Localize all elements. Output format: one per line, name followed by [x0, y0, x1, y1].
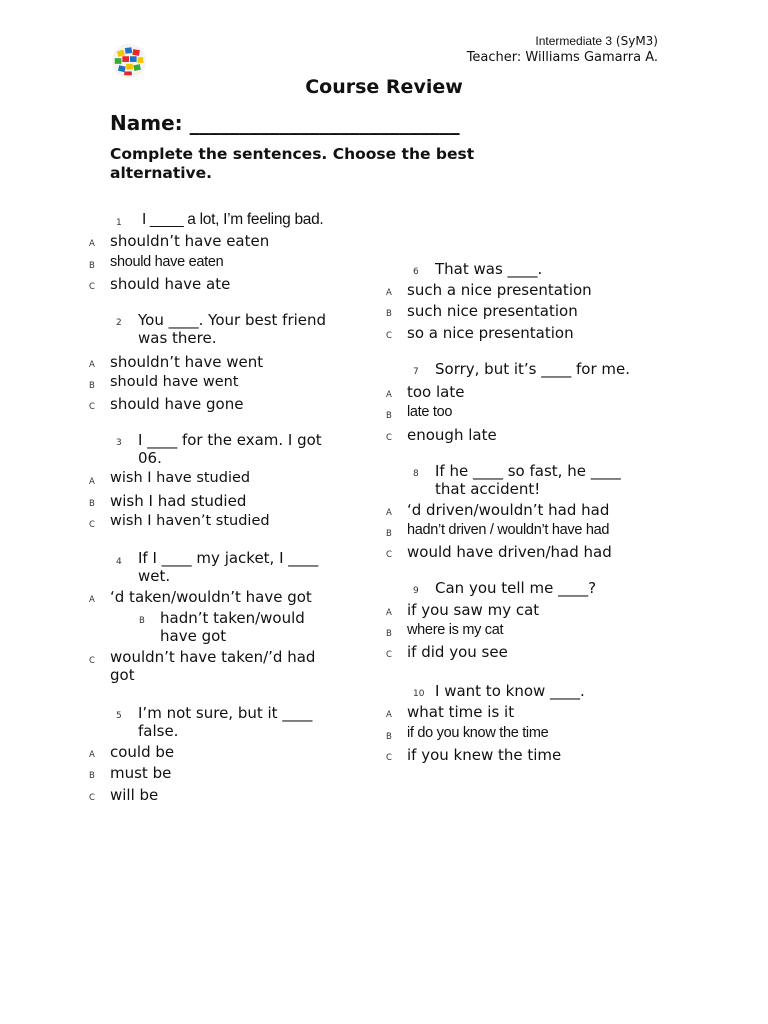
- question-number: 7: [413, 367, 419, 377]
- option-letter: C: [89, 793, 95, 803]
- instructions: Complete the sentences. Choose the best alternative.: [110, 145, 475, 182]
- option-text[interactable]: ‘d driven/wouldn’t had had: [407, 501, 610, 519]
- option-letter: B: [139, 616, 145, 626]
- option-text-line: wouldn’t have taken/’d had: [110, 648, 316, 666]
- option-text[interactable]: should have gone: [110, 395, 244, 413]
- question-number: 8: [413, 469, 419, 479]
- question-number: 4: [116, 557, 122, 567]
- question-text-line: was there.: [138, 329, 217, 347]
- question-text-line: 06.: [138, 449, 162, 467]
- option-text[interactable]: will be: [110, 786, 159, 804]
- option-text[interactable]: wish I haven’t studied: [110, 513, 270, 529]
- option-text[interactable]: too late: [407, 383, 465, 401]
- option-letter: B: [386, 411, 392, 421]
- option-letter: A: [386, 710, 392, 720]
- option-text[interactable]: should have went: [110, 374, 239, 390]
- option-letter: A: [89, 360, 95, 370]
- question-number: 10: [413, 689, 425, 699]
- option-text[interactable]: shouldn’t have eaten: [110, 232, 270, 250]
- option-text[interactable]: [110, 648, 315, 684]
- option-letter: A: [386, 608, 392, 618]
- question-number: 6: [413, 267, 419, 277]
- option-text[interactable]: could be: [110, 743, 175, 761]
- option-text[interactable]: should have ate: [110, 275, 231, 293]
- question-text: [435, 462, 621, 498]
- option-letter: A: [386, 288, 392, 298]
- option-letter: B: [386, 732, 392, 742]
- question-text: [138, 431, 322, 467]
- option-letter: B: [386, 529, 392, 539]
- option-letter: C: [386, 753, 392, 763]
- question-text: Can you tell me ____?: [435, 579, 597, 597]
- option-letter: A: [89, 750, 95, 760]
- level-name: Intermediate 3: [535, 34, 613, 48]
- option-text[interactable]: if did you see: [407, 643, 508, 661]
- option-letter: B: [386, 629, 392, 639]
- question-text-line: that accident!: [435, 480, 541, 498]
- name-field-label: Name: ___________________________: [110, 111, 460, 135]
- question-text: [138, 549, 318, 585]
- question-number: 3: [116, 438, 122, 448]
- option-text[interactable]: such nice presentation: [407, 302, 578, 320]
- question-text-line: wet.: [138, 567, 171, 585]
- option-letter: C: [89, 520, 95, 530]
- option-text[interactable]: if you saw my cat: [407, 601, 540, 619]
- course-level: [535, 34, 658, 48]
- question-text-line: I’m not sure, but it ____: [138, 704, 313, 722]
- question-text: I want to know ____.: [435, 682, 585, 700]
- question-number: 1: [116, 218, 122, 228]
- option-letter: A: [386, 390, 392, 400]
- option-text[interactable]: if do you know the time: [407, 725, 549, 741]
- option-letter: C: [89, 402, 95, 412]
- option-letter: C: [386, 650, 392, 660]
- question-number: 5: [116, 711, 122, 721]
- option-text[interactable]: would have driven/had had: [407, 543, 612, 561]
- option-text[interactable]: where is my cat: [407, 622, 504, 638]
- option-letter: C: [386, 550, 392, 560]
- option-text[interactable]: should have eaten: [110, 254, 224, 270]
- option-text[interactable]: such a nice presentation: [407, 281, 592, 299]
- page-title: Course Review: [305, 76, 463, 98]
- question-text-line: You ____. Your best friend: [138, 311, 327, 329]
- option-text[interactable]: ‘d taken/wouldn’t have got: [110, 588, 312, 606]
- option-letter: B: [89, 381, 95, 391]
- question-text-line: I ____ for the exam. I got: [138, 431, 322, 449]
- question-text: [138, 311, 326, 347]
- school-logo-icon: [110, 42, 148, 80]
- option-text[interactable]: wish I have studied: [110, 470, 251, 486]
- question-text-line: false.: [138, 722, 179, 740]
- option-letter: C: [386, 433, 392, 443]
- option-text[interactable]: wish I had studied: [110, 492, 247, 510]
- option-letter: A: [386, 508, 392, 518]
- option-letter: C: [89, 282, 95, 292]
- question-text-line: If he ____ so fast, he ____: [435, 462, 621, 480]
- option-text[interactable]: so a nice presentation: [407, 324, 574, 342]
- option-letter: A: [89, 595, 95, 605]
- option-letter: B: [386, 309, 392, 319]
- option-text[interactable]: [160, 609, 305, 645]
- option-text[interactable]: late too: [407, 404, 453, 420]
- option-text[interactable]: enough late: [407, 426, 497, 444]
- question-text: [138, 704, 312, 740]
- option-text[interactable]: must be: [110, 764, 172, 782]
- option-letter: B: [89, 499, 95, 509]
- option-text[interactable]: if you knew the time: [407, 746, 562, 764]
- question-text: I ____ a lot, I’m feeling bad.: [142, 211, 324, 228]
- option-letter: A: [89, 239, 95, 249]
- option-letter: B: [89, 771, 95, 781]
- question-text: Sorry, but it’s ____ for me.: [435, 360, 631, 378]
- question-text-line: If I ____ my jacket, I ____: [138, 549, 319, 567]
- option-text[interactable]: what time is it: [407, 703, 515, 721]
- option-text[interactable]: hadn’t driven / wouldn’t have had: [407, 522, 610, 538]
- level-code: (SyM3): [615, 34, 658, 48]
- option-text-line: hadn’t taken/would: [160, 609, 305, 627]
- option-letter: C: [386, 331, 392, 341]
- question-number: 2: [116, 318, 122, 328]
- option-letter: A: [89, 477, 95, 487]
- option-text[interactable]: shouldn’t have went: [110, 353, 264, 371]
- question-number: 9: [413, 586, 419, 596]
- option-text-line: have got: [160, 627, 227, 645]
- option-letter: B: [89, 261, 95, 271]
- question-text: That was ____.: [435, 260, 543, 278]
- teacher-name: Teacher: Williams Gamarra A.: [466, 50, 658, 65]
- option-letter: C: [89, 656, 95, 666]
- option-text-line: got: [110, 666, 135, 684]
